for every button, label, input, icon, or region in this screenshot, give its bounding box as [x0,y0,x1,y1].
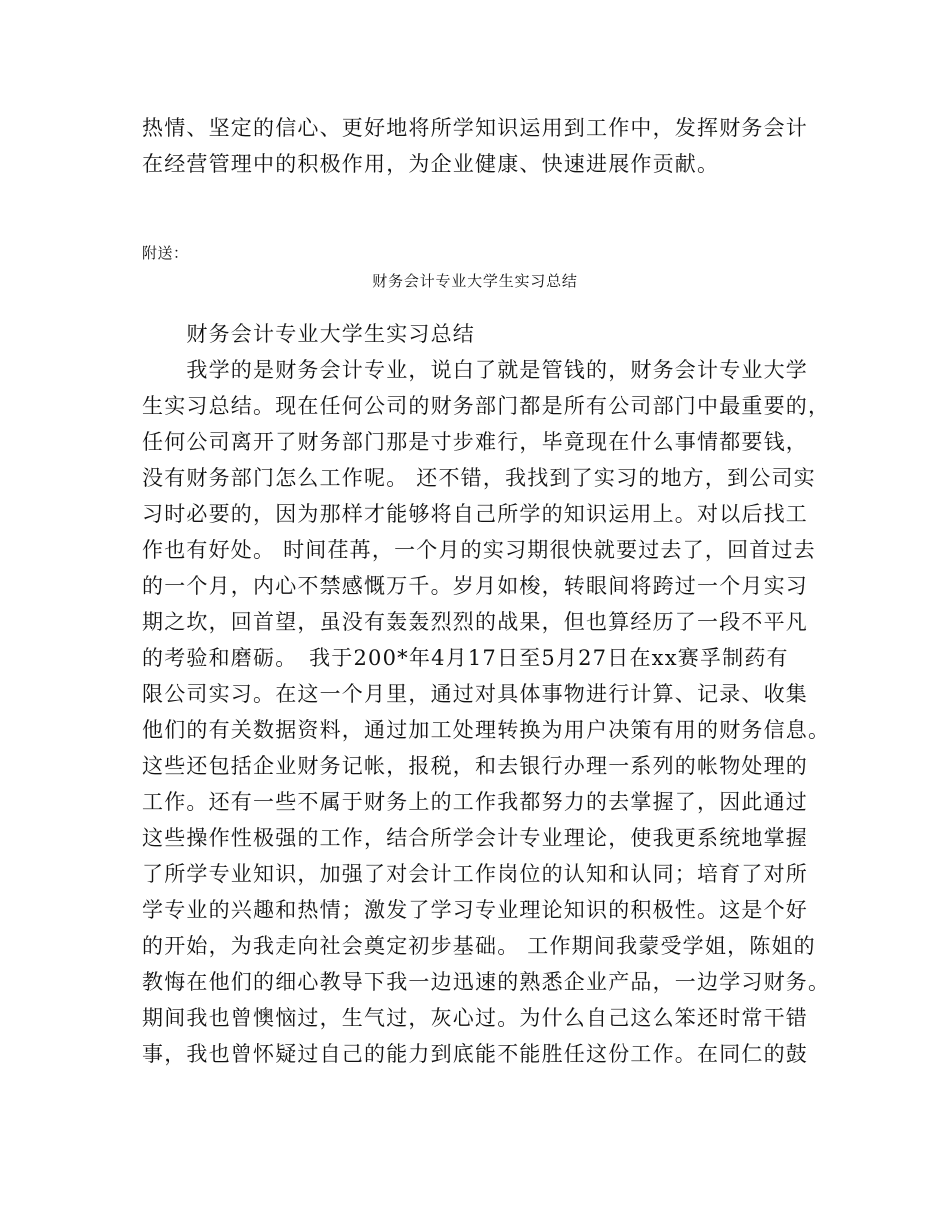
body-line-18: 的开始，为我走向社会奠定初步基础。 工作期间我蒙受学姐，陈姐的 [142,934,816,958]
body-line-12: 他们的有关数据资料，通过加工处理转换为用户决策有用的财务信息。 [142,718,831,742]
body-line-5: 没有财务部门怎么工作呢。 还不错，我找到了实习的地方，到公司实 [142,466,816,490]
body-line-20: 期间我也曾懊恼过，生气过，灰心过。为什么自己这么笨还时常干错 [142,1006,808,1030]
body-line-7: 作也有好处。 时间荏苒，一个月的实习期很快就要过去了，回首过去 [142,538,816,562]
body-line-16: 了所学专业知识，加强了对会计工作岗位的认知和认同；培育了对所 [142,862,808,886]
body-line-4: 任何公司离开了财务部门那是寸步难行，毕竟现在什么事情都要钱， [142,430,808,454]
body-line-21: 事，我也曾怀疑过自己的能力到底能不能胜任这份工作。在同仁的鼓 [142,1042,808,1066]
body-line-3: 生实习总结。现在任何公司的财务部门都是所有公司部门中最重要的， [142,394,831,418]
body-line-6: 习时必要的，因为那样才能够将自己所学的知识运用上。对以后找工 [142,502,808,526]
body-line-2: 我学的是财务会计专业，说白了就是管钱的，财务会计专业大学 [142,358,808,382]
attachment-title: 财务会计专业大学生实习总结 [372,272,578,290]
body-line-14: 工作。还有一些不属于财务上的工作我都努力的去掌握了，因此通过 [142,790,808,814]
body-line-17: 学专业的兴趣和热情；激发了学习专业理论知识的积极性。这是个好 [142,898,808,922]
body-line-19: 教悔在他们的细心教导下我一边迅速的熟悉企业产品，一边学习财务。 [142,970,831,994]
body-line-11: 限公司实习。在这一个月里，通过对具体事物进行计算、记录、收集 [142,682,808,706]
body-line-8: 的一个月，内心不禁感慨万千。岁月如梭，转眼间将跨过一个月实习 [142,574,808,598]
body-line-10: 的考验和磨砺。 我于200*年4月17日至5月27日在xx赛孚制药有 [142,646,789,670]
intro-line-1: 热情、坚定的信心、更好地将所学知识运用到工作中，发挥财务会计 [142,116,808,140]
body-line-15: 这些操作性极强的工作，结合所学会计专业理论，使我更系统地掌握 [142,826,808,850]
attachment-label: 附送： [142,244,189,262]
body-line-9: 期之坎，回首望，虽没有轰轰烈烈的战果，但也算经历了一段不平凡 [142,610,808,634]
body-line-1: 财务会计专业大学生实习总结 [142,322,475,346]
intro-line-2: 在经营管理中的积极作用，为企业健康、快速进展作贡献。 [142,152,720,176]
body-line-13: 这些还包括企业财务记帐，报税，和去银行办理一系列的帐物处理的 [142,754,808,778]
